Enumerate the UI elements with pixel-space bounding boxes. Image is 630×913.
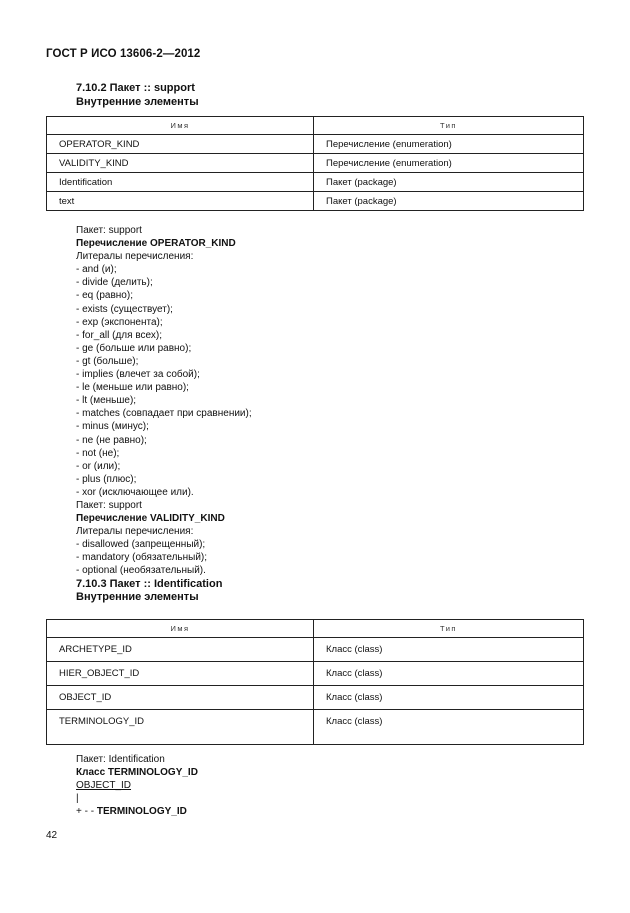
literal-item: - ne (не равно); (76, 434, 147, 446)
standard-header: ГОСТ Р ИСО 13606-2—2012 (46, 48, 201, 60)
child-class: TERMINOLOGY_ID (96, 806, 187, 818)
literal-item: - for_all (для всех); (76, 329, 162, 341)
support-enumerations (76, 224, 252, 604)
child-class-line (76, 805, 198, 818)
column-header-type: Тип (314, 620, 584, 638)
package-line: Пакет: support (76, 225, 142, 236)
literal-item: - gt (больше); (76, 355, 139, 367)
table-row (47, 173, 584, 192)
table-row (47, 686, 584, 710)
literals-label: Литералы перечисления: (76, 526, 194, 538)
literal-item: - minus (минус); (76, 421, 149, 433)
literal-item: - and (и); (76, 264, 117, 276)
literal-item: - optional (необязательный). (76, 565, 206, 577)
cell-type: Класс (class) (314, 686, 584, 710)
page-number: 42 (46, 830, 58, 841)
table-header-row (47, 117, 584, 135)
enumeration-title: Перечисление OPERATOR_KIND (76, 238, 236, 250)
literal-item: - mandatory (обязательный); (76, 552, 208, 564)
section-7-10-2-title: 7.10.2 Пакет :: support (76, 82, 195, 94)
cell-name: ARCHETYPE_ID (47, 638, 314, 662)
inheritance-prefix: + - - (76, 806, 97, 818)
cell-type: Перечисление (enumeration) (314, 154, 584, 173)
section-7-10-3-title: 7.10.3 Пакет :: Identification (76, 577, 223, 590)
identification-elements-table (46, 619, 584, 745)
literal-item: - not (не); (76, 447, 120, 459)
cell-name: Identification (47, 173, 314, 192)
table-row (47, 135, 584, 154)
literal-item: - divide (делить); (76, 277, 153, 289)
cell-type: Пакет (package) (314, 173, 584, 192)
literal-item: - implies (влечет за собой); (76, 369, 200, 381)
literal-item: - exists (существует); (76, 303, 173, 315)
cell-name: text (47, 192, 314, 211)
literal-item: - le (меньше или равно); (76, 382, 189, 394)
table-row (47, 710, 584, 745)
section-7-10-2-subtitle: Внутренние элементы (76, 96, 199, 108)
cell-name: VALIDITY_KIND (47, 154, 314, 173)
cell-name: OBJECT_ID (47, 686, 314, 710)
table-row (47, 154, 584, 173)
literal-item: - ge (больше или равно); (76, 342, 192, 354)
literal-item: - xor (исключающее или). (76, 486, 194, 498)
cell-type: Класс (class) (314, 638, 584, 662)
literal-item: - exp (экспонента); (76, 316, 163, 328)
table-header-row (47, 620, 584, 638)
column-header-type: Тип (314, 117, 584, 135)
column-header-name: Имя (47, 117, 314, 135)
cell-type: Перечисление (enumeration) (314, 135, 584, 154)
support-elements-table (46, 116, 584, 211)
cell-name: TERMINOLOGY_ID (47, 710, 314, 745)
cell-name: HIER_OBJECT_ID (47, 662, 314, 686)
literals-label: Литералы перечисления: (76, 251, 194, 263)
parent-class: OBJECT_ID (76, 780, 132, 792)
literal-item: - matches (совпадает при сравнении); (76, 408, 252, 420)
literal-item: - eq (равно); (76, 290, 133, 302)
table-row (47, 662, 584, 686)
table-row (47, 638, 584, 662)
cell-type: Класс (class) (314, 710, 584, 745)
literal-item: - lt (меньше); (76, 395, 137, 407)
enumeration-title: Перечисление VALIDITY_KIND (76, 513, 225, 525)
column-header-name: Имя (47, 620, 314, 638)
class-title: Класс TERMINOLOGY_ID (76, 767, 198, 779)
inheritance-connector: | (76, 793, 79, 805)
package-line: Пакет: support (76, 499, 142, 511)
cell-type: Класс (class) (314, 662, 584, 686)
literal-item: - plus (плюс); (76, 473, 137, 485)
cell-name: OPERATOR_KIND (47, 135, 314, 154)
cell-type: Пакет (package) (314, 192, 584, 211)
section-7-10-3-subtitle: Внутренние элементы (76, 590, 199, 603)
package-line: Пакет: Identification (76, 754, 165, 765)
table-row (47, 192, 584, 211)
literal-item: - or (или); (76, 460, 121, 472)
literal-item: - disallowed (запрещенный); (76, 539, 206, 551)
terminology-class-block (76, 753, 198, 818)
